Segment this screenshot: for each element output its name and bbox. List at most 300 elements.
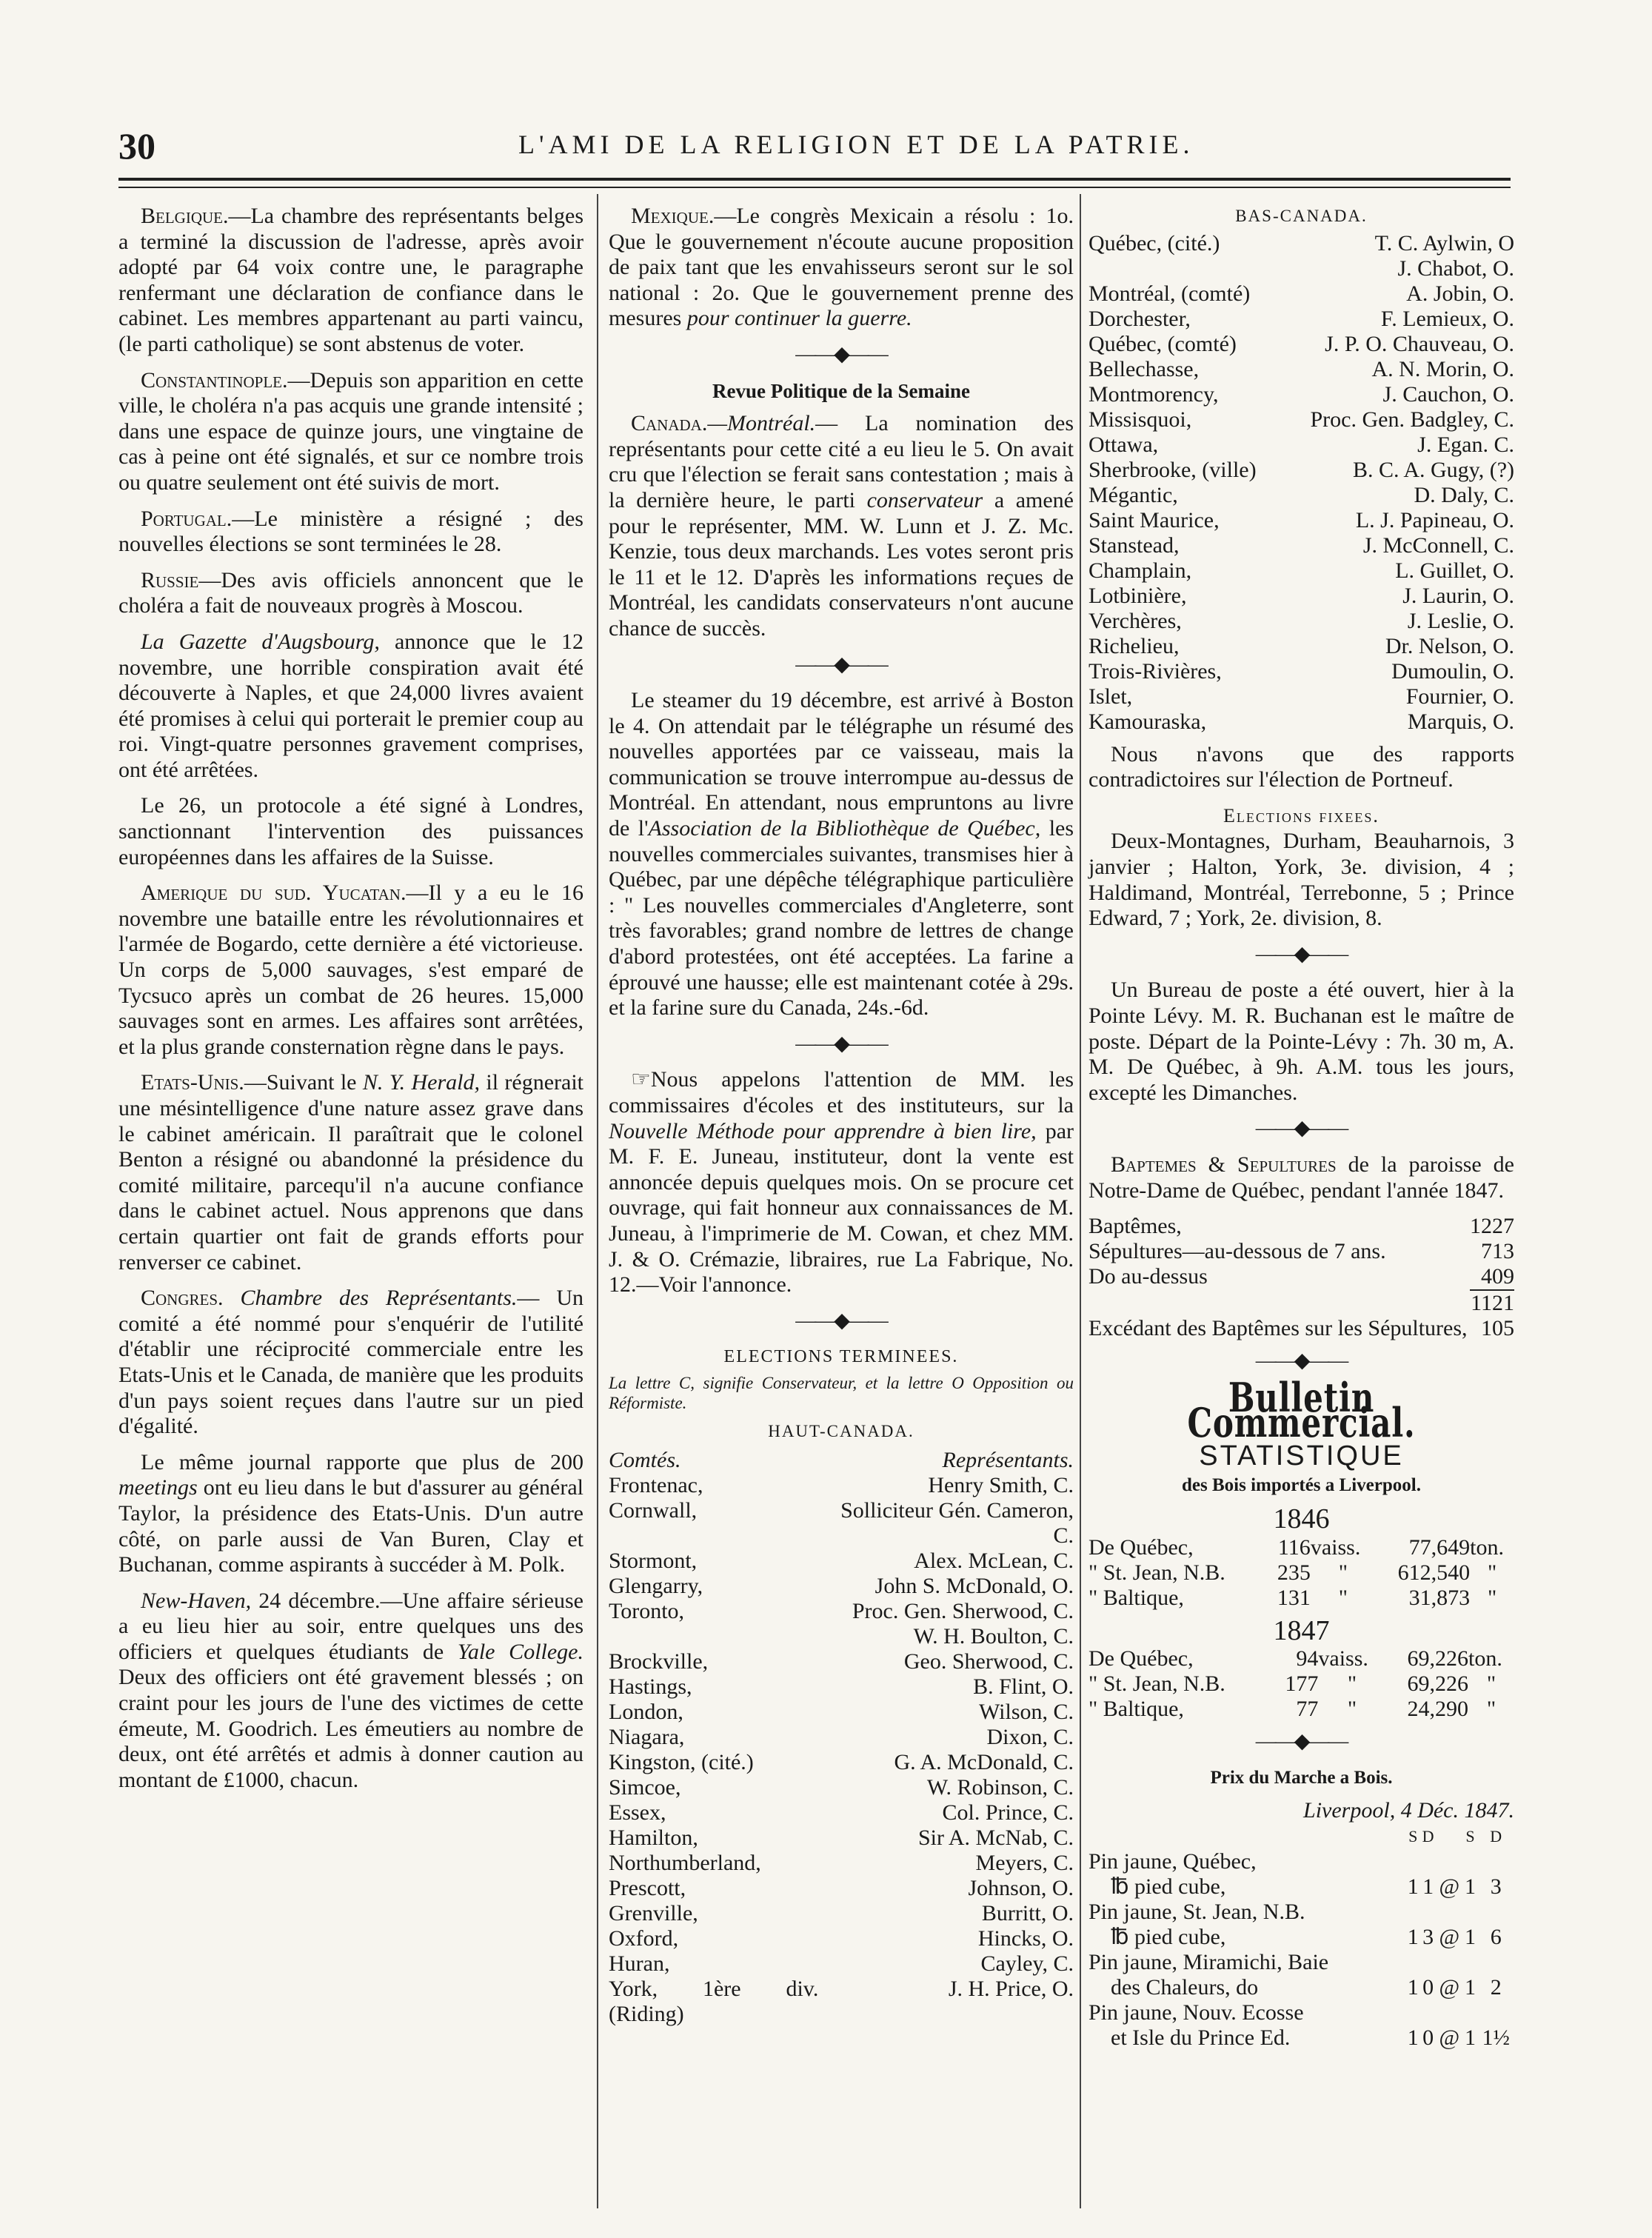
- article-body: —Depuis son apparition en cette ville, le choléra n'a pas acquis une grande intensité ; dans une espace de quinze jours, une vingtaine de cas à peine ont été signalés, et sur ce nombre trois ou quatre seulement ont été suivis de mort.: [118, 367, 583, 495]
- article-lead: Baptemes & Sepultures: [1111, 1152, 1337, 1177]
- article-lead: Etats-Unis.: [141, 1070, 244, 1095]
- rep-cell: D. Daly, C.: [1414, 482, 1514, 507]
- prix-col-s: S: [1465, 1827, 1475, 1846]
- county-cell: Hamilton,: [609, 1825, 698, 1850]
- bois-count: 177: [1285, 1671, 1319, 1697]
- prix-label-spacer: [1088, 1824, 1405, 1849]
- prix-dateline: Liverpool, 4 Déc. 1847.: [1303, 1798, 1514, 1823]
- county-cell: Frontenac,: [609, 1472, 703, 1497]
- rep-cell: G. A. McDonald, C.: [894, 1749, 1074, 1774]
- separator-ornament: ——◆——: [795, 342, 887, 366]
- revue-heading: Revue Politique de la Semaine: [712, 379, 970, 402]
- table-row: [1088, 357, 1514, 382]
- rep-cell: John S. McDonald, O.: [875, 1573, 1074, 1598]
- table-row: [1088, 483, 1514, 508]
- article-body: a amené pour le représenter, MM. W. Lunn et J. Z. Mc. Kenzie, tous deux marchands. Les votes seront pris le 11 et le 12. D'après les informations reçues de Montréal, les candidats conservateurs n'ont aucune chance de succès.: [609, 487, 1074, 641]
- elections-note: La lettre C, signifie Conservateur, et la lettre O Opposition ou Réformiste.: [609, 1373, 1074, 1412]
- newspaper-title: L'AMI DE LA RELIGION ET DE LA PATRIE.: [518, 130, 1194, 159]
- table-row: [1088, 1925, 1514, 1950]
- table-row: [1088, 1560, 1514, 1586]
- table-row: [1088, 1316, 1514, 1341]
- prix-value: 1: [1407, 1874, 1419, 1900]
- bois-from: " Baltique,: [1088, 1585, 1184, 1610]
- article-body: Deux des officiers ont été gravement blessés ; on craint pour les jours de l'une des victimes de cette émeute, M. Goodrich. Les émeutiers au nombre de deux, ont été arrêtés et admis à donner caution au montant de £1000, chacun.: [118, 1665, 583, 1792]
- table-row: [1088, 1290, 1514, 1316]
- article-italic: Yale College.: [457, 1639, 583, 1664]
- bois-suffix: ton.: [1468, 1646, 1502, 1671]
- prix-value: [1405, 1900, 1420, 1925]
- prix-value: [1477, 1900, 1514, 1925]
- article-lead: Constantinople.: [141, 367, 288, 393]
- prix-value: [1420, 1900, 1436, 1925]
- article-portneuf: Nous n'avons que des rapports contradictoires sur l'élection de Portneuf.: [1088, 741, 1514, 792]
- article-body: Le même journal rapporte que plus de 200: [141, 1449, 583, 1474]
- bapt-label: Excédant des Baptêmes sur les Sépultures,: [1088, 1316, 1468, 1341]
- prix-value: [1420, 2000, 1436, 2025]
- county-cell: Dorchester,: [1088, 306, 1191, 331]
- prix-value: 2: [1490, 1975, 1502, 2000]
- table-row: [609, 1624, 1074, 1649]
- article-italic: New-Haven,: [141, 1588, 252, 1613]
- bois-tons: 24,290: [1407, 1697, 1469, 1722]
- rep-cell: Dr. Nelson, O.: [1385, 633, 1514, 658]
- separator-ornament: ——◆——: [795, 652, 887, 676]
- rep-cell: Alex. McLean, C.: [914, 1548, 1074, 1573]
- bapt-label: [1088, 1290, 1470, 1316]
- table-row: [609, 1649, 1074, 1674]
- article-italic: meetings: [118, 1475, 198, 1500]
- table-row: [1088, 1900, 1514, 1925]
- county-cell: Northumberland,: [609, 1850, 761, 1875]
- prix-value: 1: [1407, 1975, 1419, 2000]
- bapt-value: 1121: [1471, 1291, 1514, 1316]
- article-steamer: [609, 688, 1074, 1021]
- separator-ornament: ——◆——: [1255, 942, 1348, 966]
- prix-value: 1: [1465, 1874, 1476, 1900]
- article-mexique: [609, 204, 1074, 332]
- prix-value: 1: [1422, 1874, 1434, 1900]
- prix-label: Pin jaune, Nouv. Ecosse: [1088, 2000, 1304, 2025]
- article-italic: Association de la Bibliothèque de Québec,: [648, 816, 1041, 841]
- prix-value: 1: [1465, 1975, 1476, 2000]
- county-cell: Kamouraska,: [1088, 709, 1207, 734]
- article-lead: Congres.: [141, 1286, 224, 1311]
- prix-heading: Prix du Marche a Bois.: [1210, 1767, 1393, 1788]
- separator-ornament: ——◆——: [795, 1309, 887, 1332]
- rep-cell: J. H. Price, O.: [948, 1976, 1074, 2001]
- article-methode: [609, 1067, 1074, 1297]
- county-cell: Islet,: [1088, 684, 1133, 709]
- rep-cell: Dixon, C.: [986, 1724, 1074, 1749]
- bois-from: " Baltique,: [1088, 1697, 1184, 1722]
- column-divider-1: [597, 194, 598, 2208]
- prix-value: @: [1439, 1874, 1460, 1900]
- article-belgique: [118, 204, 583, 358]
- rep-cell: B. C. A. Gugy, (?): [1352, 457, 1514, 482]
- article-taylor: [118, 1450, 583, 1578]
- table-row: [1088, 256, 1514, 281]
- county-cell: Brockville,: [609, 1649, 709, 1674]
- prix-value: [1436, 1950, 1463, 1975]
- year-1846: 1846: [1273, 1503, 1330, 1535]
- rep-cell: J. Leslie, O.: [1407, 608, 1514, 633]
- county-cell: Huran,: [609, 1951, 670, 1976]
- bois-unit: ": [1347, 1697, 1357, 1722]
- article-body: —Le ministère a résigné ; des nouvelles élections se sont terminées le 28.: [118, 506, 583, 557]
- county-cell: Saint Maurice,: [1088, 507, 1220, 532]
- prix-value: [1436, 1849, 1463, 1874]
- rep-cell: A. Jobin, O.: [1406, 281, 1514, 306]
- table-row: [609, 1498, 1074, 1549]
- bois-1847-table: [1088, 1646, 1514, 1722]
- th-representants: Représentants.: [942, 1447, 1074, 1472]
- table-row: [1088, 684, 1514, 709]
- article-body: les nouvelles commerciales suivantes, transmises hier à Québec, par une dépêche télégraphique particulière : " Les nouvelles commerciales d'Angleterre, sont très favorables; grand nombre de lettres de change d'abord protestées, ont été acceptées. La farine a éprouvé une hausse; elle est maintenant cotée à 29s. et la farine sure du Canada, 24s.-6d.: [609, 816, 1074, 1021]
- bois-1846-table: [1088, 1535, 1514, 1611]
- column-1: [118, 204, 583, 1803]
- county-cell: Simcoe,: [609, 1774, 681, 1800]
- article-russie: [118, 568, 583, 619]
- bois-suffix: ": [1487, 1560, 1497, 1585]
- county-cell: Verchères,: [1088, 608, 1182, 633]
- county-cell: Montréal, (comté): [1088, 281, 1251, 306]
- prix-value: 0: [1422, 2025, 1434, 2051]
- rep-cell: J. Laurin, O.: [1402, 583, 1514, 608]
- table-row: [609, 1851, 1074, 1876]
- table-row: [1088, 1214, 1514, 1239]
- rep-cell: Dumoulin, O.: [1391, 658, 1514, 684]
- th-comtes: Comtés.: [609, 1447, 681, 1472]
- prix-label: Pin jaune, St. Jean, N.B.: [1088, 1900, 1305, 1925]
- table-row: [609, 1549, 1074, 1574]
- article-italic: La Gazette d'Augsbourg,: [141, 629, 380, 654]
- table-row: [609, 1574, 1074, 1599]
- table-row: [1088, 1535, 1514, 1560]
- table-row: [1088, 2000, 1514, 2025]
- prix-value: 1: [1407, 1925, 1419, 1950]
- prix-col-s: S: [1408, 1827, 1418, 1846]
- statistique-heading: STATISTIQUE: [1199, 1440, 1404, 1472]
- bois-tons: 69,226: [1407, 1671, 1469, 1697]
- rep-cell: B. Flint, O.: [973, 1674, 1074, 1699]
- bois-tons: 77,649: [1408, 1534, 1471, 1560]
- prix-col-d: D: [1490, 1827, 1502, 1846]
- page-number: 30: [118, 125, 155, 167]
- bois-from: De Québec,: [1088, 1646, 1194, 1671]
- table-row: [609, 1901, 1074, 1926]
- bapt-label: Do au-dessus: [1088, 1264, 1208, 1289]
- page-header: [118, 124, 1511, 169]
- prix-label: et Isle du Prince Ed.: [1111, 2025, 1291, 2051]
- prix-label: Pin jaune, Québec,: [1088, 1849, 1257, 1874]
- bois-suffix: ": [1487, 1585, 1497, 1610]
- column-2: [609, 204, 1074, 2027]
- rep-cell: Johnson, O.: [968, 1875, 1074, 1900]
- rep-cell: T. C. Aylwin, O: [1374, 230, 1514, 255]
- bois-suffix: ": [1486, 1697, 1497, 1722]
- prix-col-at: [1436, 1824, 1463, 1849]
- article-constantinople: [118, 368, 583, 496]
- table-row: [1088, 1950, 1514, 1975]
- bois-unit: ": [1338, 1560, 1348, 1585]
- county-cell: Trois-Rivières,: [1088, 658, 1222, 684]
- bois-unit: ": [1338, 1585, 1348, 1610]
- table-row: [1088, 231, 1514, 256]
- table-row: [1088, 458, 1514, 483]
- table-row: [1088, 709, 1514, 735]
- article-poste: Un Bureau de poste a été ouvert, hier à la Pointe Lévy. M. R. Buchanan est le maître de poste. Départ de la Pointe-Lévy : 7h. 30 m, A. M. De Québec, à 9h. A.M. tous les jours, excepté les Dimanches.: [1088, 978, 1514, 1105]
- table-row: [1088, 508, 1514, 533]
- county-cell: Montmorency,: [1088, 381, 1219, 407]
- table-row: [1088, 1264, 1514, 1290]
- prix-value: 0: [1422, 1975, 1434, 2000]
- county-cell: Stanstead,: [1088, 532, 1180, 558]
- bois-heading: des Bois importés a Liverpool.: [1182, 1475, 1421, 1496]
- article-lead: Portugal.: [141, 506, 233, 531]
- prix-value: 1: [1465, 2025, 1476, 2051]
- bois-from: " St. Jean, N.B.: [1088, 1560, 1225, 1585]
- bois-count: 77: [1296, 1697, 1319, 1722]
- table-row: [1088, 1671, 1514, 1697]
- rep-cell: L. J. Papineau, O.: [1355, 507, 1514, 532]
- table-row: [609, 1674, 1074, 1700]
- article-yucatan: [118, 881, 583, 1060]
- separator-ornament: ——◆——: [1255, 1730, 1348, 1754]
- article-body: annonce que le 12 novembre, une horrible conspiration avait été découverte à Naples, et que 24,000 livres avaient été promises à celui qui porterait le premier coup au roi. Vingt-quatre personnes gravement comprises, ont été arrêtées.: [118, 629, 583, 782]
- county-cell: Hastings,: [609, 1674, 692, 1699]
- table-row: [1088, 558, 1514, 584]
- rep-cell: J. Cauchon, O.: [1382, 381, 1514, 407]
- table-row: [609, 1775, 1074, 1800]
- prix-value: [1463, 2000, 1478, 2025]
- county-cell: Oxford,: [609, 1925, 679, 1951]
- county-cell: Essex,: [609, 1800, 666, 1825]
- article-body: Le steamer du 19 décembre, est arrivé à Boston le 4. On attendait par le télégraphe un résumé des nouvelles apportées par ce vaisseau, mais la communication se trouve interrompue au-dessus de Montréal. En attendant, nous empruntons au livre de l': [609, 688, 1074, 841]
- elections-fixees-heading: Elections fixees.: [1223, 804, 1380, 826]
- county-cell: Niagara,: [609, 1724, 685, 1749]
- prix-value: [1436, 2000, 1463, 2025]
- county-cell: Stormont,: [609, 1548, 698, 1573]
- county-cell: Mégantic,: [1088, 482, 1178, 507]
- rep-cell: W. Robinson, C.: [926, 1774, 1074, 1800]
- county-cell: Richelieu,: [1088, 633, 1180, 658]
- prix-value: 6: [1490, 1925, 1502, 1950]
- article-body: —Des avis officiels annoncent que le choléra a fait de nouveaux progrès à Moscou.: [118, 567, 583, 618]
- article-body: —Suivant le: [244, 1070, 357, 1095]
- bois-suffix: ": [1486, 1671, 1497, 1697]
- rep-cell: Burritt, O.: [981, 1900, 1074, 1925]
- haut-canada-table: [609, 1448, 1074, 2027]
- article-congres: [118, 1286, 583, 1440]
- table-row: [1088, 609, 1514, 634]
- article-fixees: Deux-Montagnes, Durham, Beauharnois, 3 janvier ; Halton, York, 3e. division, 4 ; Haldimand, Montréal, Terrebonne, 5 ; Prince Edward, 7 ; York, 2e. division, 8.: [1088, 829, 1514, 931]
- article-body: il régnerait une mésintelligence d'une nature assez grave dans le cabinet américain. Il paraîtrait que le colonel Benton a résigné ou abandonné la présidence du comité militaire, parcequ'il n'a aucune confiance dans le cabinet actuel. Nous apprenons que dans certain quartier ont fait de grands efforts pour renverser ce cabinet.: [118, 1070, 583, 1275]
- rep-cell: Proc. Gen. Sherwood, C.: [852, 1598, 1074, 1623]
- table-row: [609, 1599, 1074, 1624]
- table-row: [1088, 281, 1514, 307]
- bois-tons: 31,873: [1408, 1585, 1471, 1610]
- rep-cell: W. H. Boulton, C.: [913, 1623, 1074, 1649]
- table-header-row: [609, 1448, 1074, 1473]
- rep-cell: Henry Smith, C.: [928, 1472, 1074, 1497]
- rep-cell: Geo. Sherwood, C.: [903, 1649, 1074, 1674]
- county-cell: York, 1ère div. (Riding): [609, 1976, 819, 2026]
- article-italic: Nouvelle Méthode pour apprendre à bien lire,: [609, 1118, 1037, 1143]
- rep-cell: Fournier, O.: [1405, 684, 1514, 709]
- rep-cell: J. P. O. Chauveau, O.: [1325, 331, 1514, 356]
- table-row: [1088, 659, 1514, 684]
- bois-from: De Québec,: [1088, 1534, 1194, 1560]
- prix-label: des Chaleurs, do: [1111, 1975, 1259, 2000]
- column-3: [1088, 204, 1514, 2051]
- table-row: [1088, 1239, 1514, 1264]
- bas-canada-table: [1088, 231, 1514, 735]
- table-row: [609, 1750, 1074, 1775]
- prix-value: [1405, 1950, 1420, 1975]
- prix-col-d: D: [1422, 1827, 1434, 1846]
- article-body: —Le congrès Mexicain a résolu : 1o. Que le gouvernement n'écoute aucune proposition de paix tant que les envahisseurs seront sur le sol national : 2o. Que le gouvernement prenne des mesures: [609, 204, 1074, 331]
- article-protocole: Le 26, un protocole a été signé à Londres, sanctionnant l'intervention des puissances européennes dans les affaires de la Suisse.: [118, 793, 583, 869]
- county-cell: Lotbinière,: [1088, 583, 1187, 608]
- haut-canada-heading: HAUT-CANADA.: [768, 1421, 914, 1440]
- bapt-value: 105: [1481, 1316, 1514, 1341]
- bois-count: 94: [1296, 1646, 1319, 1671]
- prix-value: [1405, 1849, 1420, 1874]
- table-row: [1088, 307, 1514, 332]
- prix-value: @: [1439, 2025, 1460, 2051]
- prix-value: [1463, 1849, 1478, 1874]
- article-body: —La chambre des représentants belges a terminé la discussion de l'adresse, après avoir adopté par 64 voix contre une, le paragraphe renfermant une déclaration de confiance dans le cabinet. Les membres appartenant au parti vaincu, (le parti catholique) se sont abstenus de voter.: [118, 204, 583, 356]
- rep-cell: Col. Prince, C.: [942, 1800, 1074, 1825]
- column-divider-2: [1080, 194, 1081, 2208]
- article-new-haven: [118, 1589, 583, 1794]
- table-row: [609, 1876, 1074, 1901]
- prix-table: [1088, 1824, 1514, 2051]
- bapt-label: Sépultures—au-dessous de 7 ans.: [1088, 1239, 1386, 1264]
- bois-unit: ": [1347, 1671, 1357, 1697]
- prix-value: 3: [1490, 1874, 1502, 1900]
- county-cell: Grenville,: [609, 1900, 698, 1925]
- bapt-value: 409: [1470, 1264, 1514, 1290]
- rep-cell: Hincks, O.: [977, 1925, 1074, 1951]
- table-row: [609, 1926, 1074, 1951]
- county-cell: Ottawa,: [1088, 432, 1159, 457]
- article-lead: Belgique.: [141, 204, 229, 228]
- table-row: [1088, 432, 1514, 458]
- bois-from: " St. Jean, N.B.: [1088, 1671, 1225, 1697]
- rep-cell: Proc. Gen. Badgley, C.: [1310, 407, 1514, 432]
- article-body: ☞Nous appelons l'attention de MM. les commissaires d'écoles et des instituteurs, sur la: [609, 1067, 1074, 1118]
- bois-unit: vaiss.: [1318, 1646, 1368, 1671]
- article-body: ont eu lieu dans le but d'assurer au général Taylor, la présidence des Etats-Unis. D'un autre côté, on parle aussi de Van Buren, Clay et Buchanan, comme aspirants à succéder à M. Polk.: [118, 1475, 583, 1577]
- article-italic: conservateur: [866, 487, 983, 512]
- table-row: [609, 1826, 1074, 1851]
- article-body: —Il y a eu le 16 novembre une bataille entre les révolutionnaires et l'armée de Bogardo, cette dernière a été victorieuse. Un corps de 5,000 sauvages, s'est emparé de Tycsuco après un combat de 26 heures. 15,000 sauvages sont en armes. Les affaires sont arrêtées, et la plus grande consternation règne dans le pays.: [118, 881, 583, 1059]
- county-cell: Québec, (cité.): [1088, 230, 1220, 255]
- bapt-value: 1227: [1470, 1214, 1514, 1239]
- prix-label: ℔ pied cube,: [1111, 1925, 1226, 1950]
- county-cell: Glengarry,: [609, 1573, 703, 1598]
- table-row: [1088, 1646, 1514, 1671]
- prix-value: 1: [1407, 2025, 1419, 2051]
- table-header-row: [1088, 1824, 1514, 1849]
- bulletin-commercial-heading: Bulletin Commercial.: [1187, 1373, 1416, 1447]
- separator-ornament: ——◆——: [1255, 1117, 1348, 1140]
- table-row: [1088, 407, 1514, 432]
- bois-tons: 69,226: [1407, 1646, 1469, 1671]
- rep-cell: J. McConnell, C.: [1362, 532, 1514, 558]
- table-row: [609, 1725, 1074, 1750]
- rep-cell: Meyers, C.: [975, 1850, 1074, 1875]
- header-rule-thin: [118, 187, 1511, 188]
- article-body: de la paroisse de Notre-Dame de Québec, pendant l'année 1847.: [1088, 1152, 1515, 1203]
- prix-value: 1: [1465, 1925, 1476, 1950]
- article-etats-unis: [118, 1070, 583, 1275]
- table-row: [609, 1700, 1074, 1725]
- article-body: par M. F. E. Juneau, instituteur, dont la vente est annoncée depuis quelques mois. On se procure cet ouvrage, qui fait honneur aux connaissances de M. Juneau, à l'imprimerie de M. Cowan, et chez MM. J. & O. Crémazie, libraires, rue La Fabrique, No. 12.—Voir l'annonce.: [609, 1118, 1074, 1297]
- county-cell: London,: [609, 1699, 683, 1724]
- county-cell: Cornwall,: [609, 1497, 698, 1523]
- prix-value: [1420, 1849, 1436, 1874]
- bapt-label: Baptêmes,: [1088, 1214, 1182, 1239]
- rep-cell: A. N. Morin, O.: [1371, 356, 1514, 381]
- separator-ornament: ——◆——: [795, 1032, 887, 1055]
- table-row: [1088, 634, 1514, 659]
- article-italic: pour continuer la guerre.: [686, 306, 912, 331]
- table-row: [1088, 1874, 1514, 1900]
- prix-value: [1477, 1950, 1514, 1975]
- article-lead: Amerique du sud. Yucatan.: [141, 881, 407, 906]
- bois-count: 116: [1277, 1534, 1311, 1560]
- bas-canada-heading: BAS-CANADA.: [1235, 207, 1368, 225]
- table-row: [1088, 584, 1514, 609]
- table-row: [1088, 1697, 1514, 1722]
- year-1847: 1847: [1273, 1614, 1330, 1646]
- article-body: — Un comité a été nommé pour s'enquérir de l'utilité d'établir une réciprocité commerciale entre les Etats-Unis et le Canada, de manière que les produits d'un pays soient reçues dans l'autre sur un pied d'égalité.: [118, 1286, 584, 1439]
- bois-suffix: ton.: [1470, 1534, 1504, 1560]
- prix-value: [1463, 1950, 1478, 1975]
- bois-tons: 612,540: [1397, 1560, 1471, 1585]
- article-augsbourg: [118, 629, 583, 784]
- county-cell: [1088, 256, 1280, 281]
- prix-value: [1477, 2000, 1514, 2025]
- article-italic: —Montréal.: [707, 411, 816, 436]
- county-cell: Prescott,: [609, 1875, 686, 1900]
- prix-value: [1477, 1849, 1514, 1874]
- table-row: [1088, 533, 1514, 558]
- separator-ornament: ——◆——: [1255, 1349, 1348, 1373]
- article-body: — La nomination des représentants pour cette cité a eu lieu le 5. On avait cru que l'élection se ferait sans contestation ; mais à la dernière heure, le parti: [609, 411, 1074, 512]
- header-rule: [118, 178, 1511, 181]
- county-cell: Québec, (comté): [1088, 331, 1237, 356]
- baptemes-table: [1088, 1214, 1514, 1341]
- article-canada: [609, 411, 1074, 641]
- prix-value: @: [1439, 1925, 1460, 1950]
- bapt-value: 713: [1481, 1239, 1514, 1264]
- table-row: [1088, 332, 1514, 357]
- article-italic: Chambre des Représentants.: [240, 1286, 518, 1311]
- rep-cell: J. Chabot, O.: [1397, 255, 1514, 281]
- prix-value: @: [1439, 1975, 1460, 2000]
- article-body: 24 décembre.—Une affaire sérieuse a eu lieu hier au soir, entre quelques uns des officiers et quelques étudiants de: [118, 1588, 583, 1664]
- bois-count: 235: [1277, 1560, 1311, 1585]
- prix-label: Pin jaune, Miramichi, Baie: [1088, 1950, 1329, 1975]
- article-lead: Canada.: [631, 411, 708, 436]
- table-row: [1088, 1975, 1514, 2000]
- bois-unit: vaiss.: [1310, 1534, 1361, 1560]
- county-cell: Champlain,: [1088, 558, 1192, 583]
- table-row: [1088, 2025, 1514, 2051]
